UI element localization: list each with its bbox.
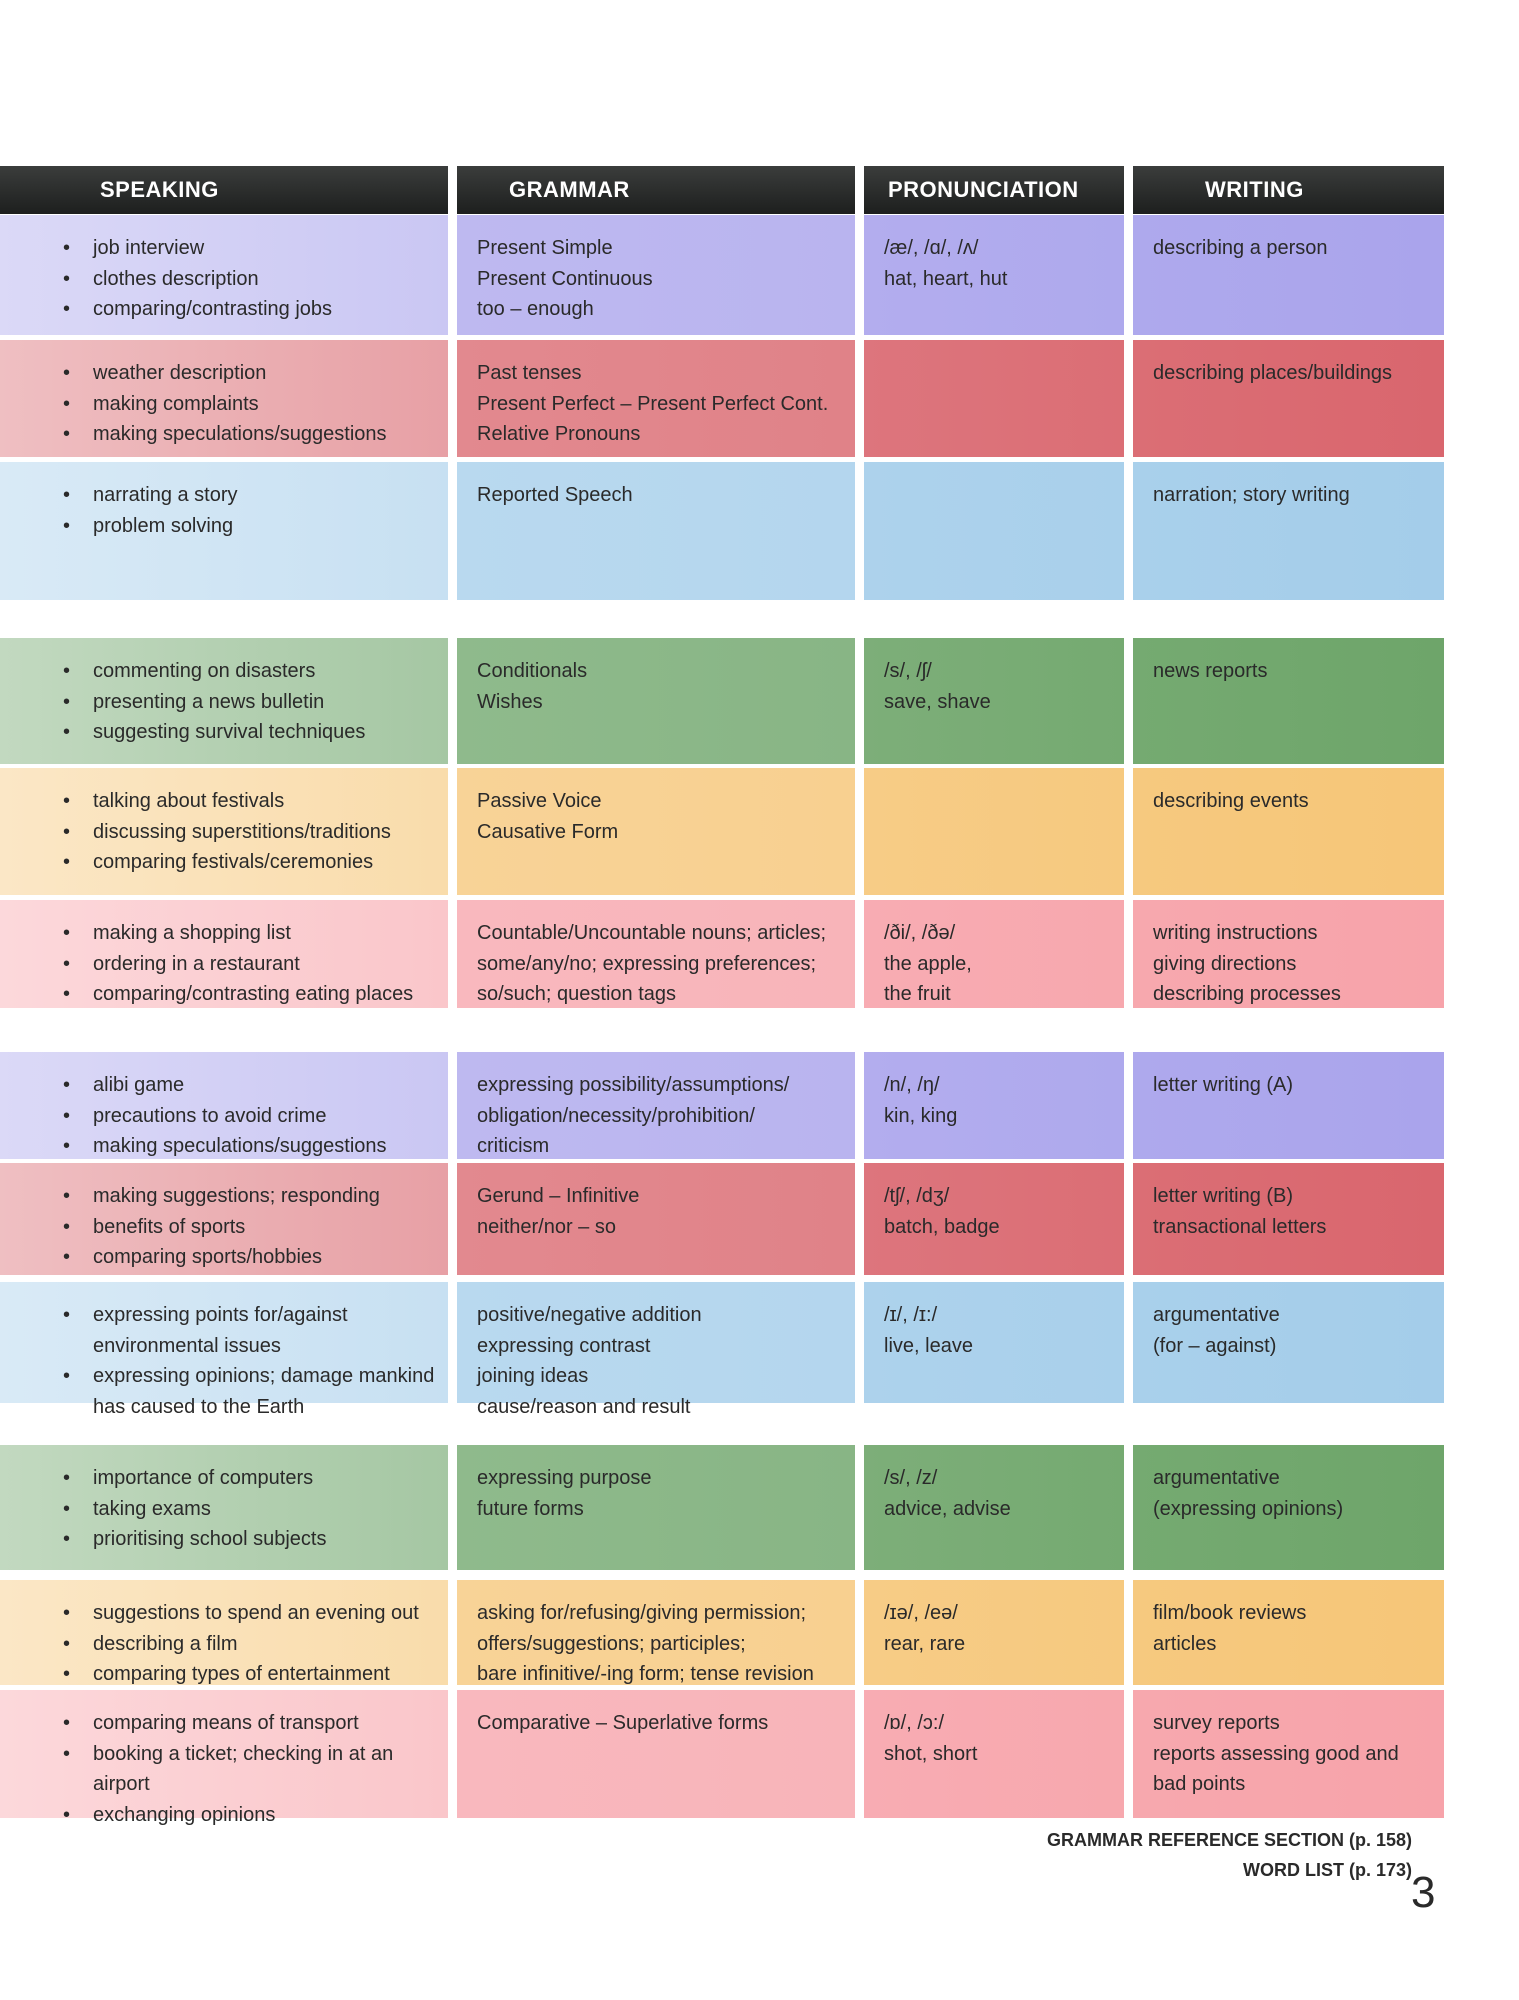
pronunciation-item: shot, short xyxy=(884,1742,978,1765)
cell-pronunciation xyxy=(864,1580,1124,1685)
speaking-topic-list xyxy=(48,1598,448,1690)
writing-item: argumentative xyxy=(1153,1304,1280,1326)
grammar-item: some/any/no; expressing preferences; xyxy=(477,952,817,975)
writing-item: (for – against) xyxy=(1153,1334,1277,1357)
speaking-topic-list xyxy=(48,1300,448,1422)
writing-item: letter writing (A) xyxy=(1153,1074,1294,1096)
pronunciation-item: /ɒ/, /ɔ:/ xyxy=(884,1712,945,1734)
cell-speaking xyxy=(0,1052,448,1159)
cell-pronunciation xyxy=(864,1690,1124,1818)
speaking-topic: • suggestions to spend an evening out xyxy=(93,1598,448,1629)
cell-speaking xyxy=(0,1445,448,1570)
grammar-item: Gerund – Infinitive xyxy=(477,1185,640,1207)
cell-grammar xyxy=(457,1580,855,1685)
speaking-topic: • commenting on disasters xyxy=(93,656,448,687)
speaking-topic-list xyxy=(48,918,448,1010)
speaking-topic: • importance of computers xyxy=(93,1463,448,1494)
cell-pronunciation xyxy=(864,1163,1124,1275)
speaking-topic-list xyxy=(48,1708,448,1830)
cell-pronunciation xyxy=(864,1052,1124,1159)
speaking-topic: • ordering in a restaurant xyxy=(93,949,448,980)
cell-pronunciation xyxy=(864,900,1124,1008)
grammar-item: expressing possibility/assumptions/ xyxy=(477,1074,790,1096)
speaking-topic: • prioritising school subjects xyxy=(93,1524,448,1555)
speaking-topic: • expressing opinions; damage mankind has caused to the Earth xyxy=(93,1361,448,1422)
writing-item: news reports xyxy=(1153,660,1268,682)
grammar-item: Past tenses xyxy=(477,362,582,384)
writing-item: writing instructions xyxy=(1153,922,1318,944)
cell-pronunciation xyxy=(864,1445,1124,1570)
cell-writing xyxy=(1133,215,1444,335)
grammar-item: cause/reason and result xyxy=(477,1395,691,1418)
grammar-item: positive/negative addition xyxy=(477,1304,702,1326)
speaking-topic: • comparing sports/hobbies xyxy=(93,1242,448,1273)
speaking-topic: • making complaints xyxy=(93,389,448,420)
cell-writing xyxy=(1133,340,1444,457)
header-writing xyxy=(1133,166,1444,214)
grammar-item: Conditionals xyxy=(477,660,588,682)
pronunciation-item: the fruit xyxy=(884,983,951,1005)
writing-item: articles xyxy=(1153,1632,1217,1655)
pronunciation-item: /ɪə/, /eə/ xyxy=(884,1602,958,1624)
grammar-item: Causative Form xyxy=(477,820,619,843)
speaking-topic: • benefits of sports xyxy=(93,1212,448,1243)
cell-grammar xyxy=(457,900,855,1008)
speaking-topic: • problem solving xyxy=(93,511,448,542)
header-speaking xyxy=(0,166,448,214)
grammar-item: Present Continuous xyxy=(477,267,653,290)
grammar-item: future forms xyxy=(477,1497,584,1520)
grammar-item: Countable/Uncountable nouns; articles; xyxy=(477,922,827,944)
pronunciation-item: save, shave xyxy=(884,690,991,713)
speaking-topic: • comparing/contrasting jobs xyxy=(93,294,448,325)
pronunciation-item: rear, rare xyxy=(884,1632,966,1655)
grammar-item: Wishes xyxy=(477,690,543,713)
speaking-topic: • describing a film xyxy=(93,1629,448,1660)
speaking-topic: • weather description xyxy=(93,358,448,389)
speaking-topic: • taking exams xyxy=(93,1494,448,1525)
writing-item: describing processes xyxy=(1153,983,1341,1005)
speaking-topic-list xyxy=(48,358,448,450)
cell-writing xyxy=(1133,900,1444,1008)
speaking-topic-list xyxy=(48,786,448,878)
speaking-topic-list xyxy=(48,1463,448,1555)
header-pronunciation-label: PRONUNCIATION xyxy=(888,177,1079,202)
grammar-item: Comparative – Superlative forms xyxy=(477,1712,769,1734)
speaking-topic: • comparing festivals/ceremonies xyxy=(93,847,448,878)
writing-item: letter writing (B) xyxy=(1153,1185,1294,1207)
pronunciation-item: /ɪ/, /ɪ:/ xyxy=(884,1304,938,1326)
pronunciation-item: advice, advise xyxy=(884,1497,1011,1520)
writing-item: giving directions xyxy=(1153,952,1297,975)
pronunciation-item: /æ/, /ɑ/, /ʌ/ xyxy=(884,237,979,259)
cell-speaking xyxy=(0,462,448,600)
cell-grammar xyxy=(457,1163,855,1275)
cell-writing xyxy=(1133,1580,1444,1685)
cell-pronunciation xyxy=(864,768,1124,895)
cell-pronunciation xyxy=(864,462,1124,600)
speaking-topic-list xyxy=(48,1181,448,1273)
cell-speaking xyxy=(0,1282,448,1418)
pronunciation-item: /tʃ/, /dʒ/ xyxy=(884,1185,950,1207)
speaking-topic: • comparing means of transport xyxy=(93,1708,448,1739)
header-writing-label: WRITING xyxy=(1205,177,1304,202)
pronunciation-item: kin, king xyxy=(884,1104,958,1127)
speaking-topic: • talking about festivals xyxy=(93,786,448,817)
speaking-topic: • presenting a news bulletin xyxy=(93,687,448,718)
cell-writing xyxy=(1133,768,1444,895)
speaking-topic: • narrating a story xyxy=(93,480,448,511)
speaking-topic: • making speculations/suggestions xyxy=(93,419,448,450)
pronunciation-item: /s/, /ʃ/ xyxy=(884,660,932,682)
grammar-item: Passive Voice xyxy=(477,790,602,812)
cell-grammar xyxy=(457,1690,855,1818)
speaking-topic: • making suggestions; responding xyxy=(93,1181,448,1212)
cell-grammar xyxy=(457,638,855,764)
writing-item: (expressing opinions) xyxy=(1153,1497,1344,1520)
writing-item: describing a person xyxy=(1153,237,1328,259)
grammar-reference-note: GRAMMAR REFERENCE SECTION (p. 158) xyxy=(1046,1830,1412,1850)
cell-speaking xyxy=(0,900,448,1008)
cell-grammar xyxy=(457,340,855,457)
writing-item: transactional letters xyxy=(1153,1215,1327,1238)
writing-item: describing places/buildings xyxy=(1153,362,1393,384)
speaking-topic: • exchanging opinions xyxy=(93,1800,448,1831)
pronunciation-item: live, leave xyxy=(884,1334,973,1357)
grammar-item: bare infinitive/-ing form; tense revision xyxy=(477,1663,814,1685)
grammar-item: criticism xyxy=(477,1135,550,1157)
cell-grammar xyxy=(457,1282,855,1418)
grammar-item: Relative Pronouns xyxy=(477,423,641,445)
speaking-topic-list xyxy=(48,656,448,748)
cell-grammar xyxy=(457,462,855,600)
cell-pronunciation xyxy=(864,340,1124,457)
grammar-item: expressing contrast xyxy=(477,1334,651,1357)
cell-speaking xyxy=(0,1163,448,1275)
page-number: 3 xyxy=(1411,1868,1436,1917)
cell-speaking xyxy=(0,768,448,895)
grammar-item: asking for/refusing/giving permission; xyxy=(477,1602,807,1624)
cell-pronunciation xyxy=(864,1282,1124,1403)
speaking-topic: • job interview xyxy=(93,233,448,264)
pronunciation-item: /s/, /z/ xyxy=(884,1467,938,1489)
speaking-topic: • expressing points for/against environmental issues xyxy=(93,1300,448,1361)
speaking-topic: • comparing/contrasting eating places xyxy=(93,979,448,1010)
writing-item: bad points xyxy=(1153,1773,1246,1795)
speaking-topic-list xyxy=(48,480,448,541)
grammar-item: Present Perfect – Present Perfect Cont. xyxy=(477,392,829,415)
pronunciation-item: the apple, xyxy=(884,952,972,975)
cell-writing xyxy=(1133,1163,1444,1275)
cell-speaking xyxy=(0,638,448,764)
cell-grammar xyxy=(457,215,855,335)
speaking-topic: • clothes description xyxy=(93,264,448,295)
cell-writing xyxy=(1133,1445,1444,1570)
writing-item: argumentative xyxy=(1153,1467,1280,1489)
cell-pronunciation xyxy=(864,638,1124,764)
speaking-topic: • alibi game xyxy=(93,1070,448,1101)
grammar-item: Reported Speech xyxy=(477,484,633,506)
cell-grammar xyxy=(457,768,855,895)
pronunciation-item: /n/, /ŋ/ xyxy=(884,1074,940,1096)
speaking-topic: • suggesting survival techniques xyxy=(93,717,448,748)
pronunciation-item: batch, badge xyxy=(884,1215,1000,1238)
header-pronunciation xyxy=(864,166,1124,214)
cell-speaking xyxy=(0,1580,448,1685)
cell-writing xyxy=(1133,1052,1444,1159)
grammar-item: joining ideas xyxy=(477,1365,589,1387)
writing-item: film/book reviews xyxy=(1153,1602,1307,1624)
header-grammar xyxy=(457,166,855,214)
cell-speaking xyxy=(0,215,448,335)
cell-writing xyxy=(1133,1282,1444,1403)
header-speaking-label: SPEAKING xyxy=(100,177,219,202)
speaking-topic: • discussing superstitions/traditions xyxy=(93,817,448,848)
speaking-topic-list xyxy=(48,1070,448,1162)
speaking-topic: • making a shopping list xyxy=(93,918,448,949)
header-grammar-label: GRAMMAR xyxy=(509,177,630,202)
writing-item: describing events xyxy=(1153,790,1309,812)
speaking-topic: • precautions to avoid crime xyxy=(93,1101,448,1132)
grammar-item: so/such; question tags xyxy=(477,983,677,1005)
grammar-item: expressing purpose xyxy=(477,1467,652,1489)
cell-grammar xyxy=(457,1445,855,1570)
grammar-item: too – enough xyxy=(477,298,594,320)
pronunciation-item: /ði/, /ðə/ xyxy=(884,922,956,944)
speaking-topic: • booking a ticket; checking in at an airport xyxy=(93,1739,448,1800)
cell-grammar xyxy=(457,1052,855,1159)
writing-item: survey reports xyxy=(1153,1712,1280,1734)
word-list-note: WORD LIST (p. 173) xyxy=(1242,1860,1412,1880)
grammar-item: Present Simple xyxy=(477,237,613,259)
speaking-topic: • comparing types of entertainment xyxy=(93,1659,448,1690)
writing-item: narration; story writing xyxy=(1153,484,1350,506)
speaking-topic-list xyxy=(48,233,448,325)
grammar-item: obligation/necessity/prohibition/ xyxy=(477,1104,755,1127)
cell-writing xyxy=(1133,638,1444,764)
pronunciation-item: hat, heart, hut xyxy=(884,267,1008,290)
cell-pronunciation xyxy=(864,215,1124,335)
cell-writing xyxy=(1133,462,1444,600)
cell-speaking xyxy=(0,340,448,457)
writing-item: reports assessing good and xyxy=(1153,1742,1399,1765)
cell-writing xyxy=(1133,1690,1444,1818)
speaking-topic: • making speculations/suggestions xyxy=(93,1131,448,1162)
cell-speaking xyxy=(0,1690,448,1826)
grammar-item: offers/suggestions; participles; xyxy=(477,1632,746,1655)
grammar-item: neither/nor – so xyxy=(477,1215,616,1238)
